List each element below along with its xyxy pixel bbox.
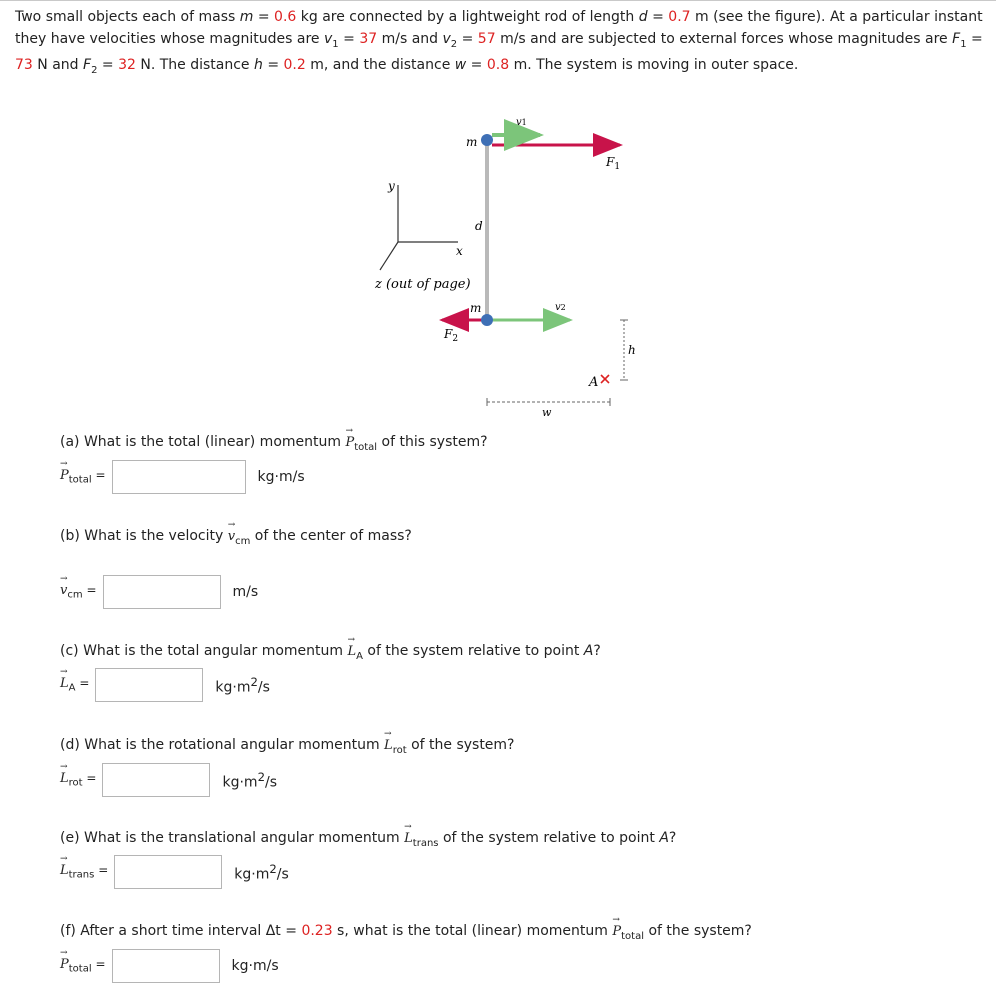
label-w: w	[542, 406, 552, 419]
answer-input-a[interactable]	[112, 460, 246, 494]
label-f1: $F_1$	[606, 155, 621, 172]
vector-arrow-icon: →	[60, 948, 68, 959]
vector-arrow-icon: →	[60, 762, 68, 773]
question-b: (b) What is the velocity v → $_{cm}$ of the center of mass?	[60, 520, 412, 547]
question-f: (f) After a short time interval Δt = 0.23 s, what is the total (linear) momentum P → $_{total}$ of the system?	[60, 915, 752, 942]
bottom-mass	[481, 314, 493, 326]
vector-arrow-icon: →	[60, 854, 68, 865]
vector-arrow-icon: →	[404, 822, 412, 832]
v2-value: 57	[477, 30, 496, 47]
answer-row-f: P → $_{total}$ = kg·m/s	[60, 947, 279, 985]
label-A: A	[589, 375, 599, 390]
question-d: (d) What is the rotational angular momentum L → $_{rot}$ of the system?	[60, 729, 515, 756]
unit-d: $kg\cdot m^2/s$	[222, 769, 277, 791]
vector-arrow-icon: →	[227, 520, 236, 530]
top-mass	[481, 134, 493, 146]
unit-b: m/s	[232, 584, 259, 600]
w-value: 0.8	[486, 56, 510, 73]
question-a: (a) What is the total (linear) momentum P → $_{total}$ of this system?	[60, 426, 488, 453]
physics-figure	[370, 110, 650, 420]
unit-a: kg·m/s	[257, 469, 305, 485]
vector-arrow-icon: →	[60, 574, 68, 585]
question-e: (e) What is the translational angular momentum L → $_{trans}$ of the system relative to point A?	[60, 822, 677, 849]
question-c: (c) What is the total angular momentum L → $_A$ of the system relative to point A?	[60, 635, 601, 662]
point-a-mark	[601, 375, 609, 383]
answer-input-d[interactable]	[102, 763, 210, 797]
f2-value: 32	[118, 56, 136, 73]
label-d: d	[475, 219, 483, 233]
vector-arrow-icon: →	[345, 426, 354, 436]
vector-arrow-icon: →	[384, 729, 392, 739]
label-y: y	[388, 179, 395, 193]
label-v1: v1	[516, 117, 527, 128]
vector-arrow-icon: →	[60, 667, 68, 678]
answer-input-b[interactable]	[103, 575, 221, 609]
answer-row-b: v → $_{cm}$ = m/s	[60, 573, 258, 611]
answer-input-e[interactable]	[114, 855, 222, 889]
length-value: 0.7	[668, 9, 691, 25]
answer-row-d: L → $_{rot}$ = $kg\cdot m^2/s$	[60, 761, 277, 799]
answer-input-c[interactable]	[95, 668, 203, 702]
label-h: h	[628, 343, 636, 357]
vector-arrow-icon: →	[347, 635, 356, 645]
label-x: x	[456, 244, 463, 258]
label-z: z (out of page)	[375, 277, 471, 292]
unit-f: kg·m/s	[231, 958, 279, 974]
f1-value: 73	[15, 56, 33, 73]
answer-row-a: P → $_{total}$ = kg·m/s	[60, 458, 305, 496]
answer-row-e: L → $_{trans}$ = $kg\cdot m^2/s$	[60, 853, 289, 891]
unit-e: $kg\cdot m^2/s$	[234, 861, 289, 883]
delta-t-value: 0.23	[301, 923, 333, 939]
h-value: 0.2	[283, 56, 306, 73]
vector-arrow-icon: →	[612, 915, 620, 925]
v1-value: 37	[359, 30, 378, 47]
problem-statement: Two small objects each of mass m = 0.6 kg are connected by a lightweight rod of length d = 0.7 m (see the figure). At a particular instant they have velocities whose magnitudes are $v_1 = 37$ m/s and $v_2 = 57$ m/s and are subjected to external forces whose magnitudes are $F_1 = 73$ N and $F_2 = 32$ N. The distance h = 0.2 m, and the distance w = 0.8 m. The system is moving in outer space.	[15, 9, 983, 76]
mass-value: 0.6	[274, 9, 297, 25]
unit-c: $kg\cdot m^2/s$	[215, 674, 270, 696]
z-axis	[380, 242, 398, 270]
label-f2: $F_2$	[444, 327, 459, 344]
label-m-bottom: m	[470, 301, 482, 315]
top-divider	[0, 0, 996, 1]
label-m-top: m	[466, 135, 478, 149]
label-v2: v2	[555, 302, 566, 313]
vector-arrow-icon: →	[60, 459, 68, 470]
answer-row-c: L → $_A$ = $kg\cdot m^2/s$	[60, 666, 270, 704]
answer-input-f[interactable]	[112, 949, 220, 983]
